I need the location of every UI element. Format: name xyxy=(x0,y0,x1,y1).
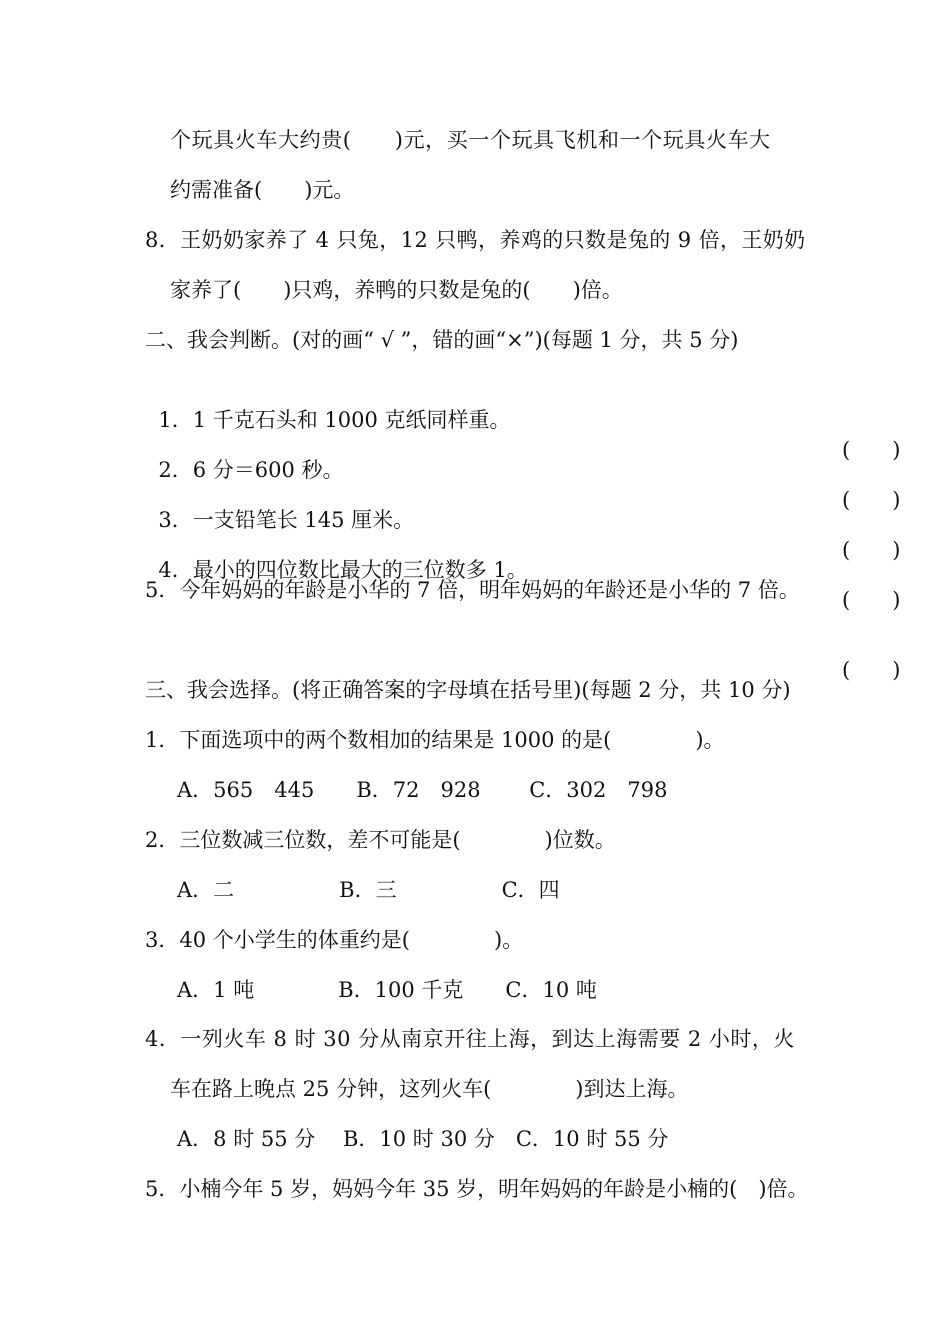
judge-2-text: 2．6 分＝600 秒。 xyxy=(158,458,344,482)
choice-4-line-1: 4．一列火车 8 时 30 分从南京开往上海，到达上海需要 2 小时，火 xyxy=(145,1027,795,1051)
choice-4-line-2: 车在路上晚点 25 分钟，这列火车( )到达上海。 xyxy=(170,1077,689,1101)
judge-2 xyxy=(145,425,950,512)
choice-4-options: A．8 时 55 分 B．10 时 30 分 C．10 时 55 分 xyxy=(177,1127,669,1151)
choice-3: 3．40 个小学生的体重约是( )。 xyxy=(145,928,524,952)
judge-4-text: 4．最小的四位数比最大的三位数多 1。 xyxy=(158,558,528,582)
line-q7-cont-2: 约需准备( )元。 xyxy=(170,178,355,202)
line-q7-cont-1: 个玩具火车大约贵( )元，买一个玩具飞机和一个玩具火车大 xyxy=(170,128,771,152)
section-3-heading: 三、我会选择。(将正确答案的字母填在括号里)(每题 2 分，共 10 分) xyxy=(145,678,791,702)
judge-2-answer-blank[interactable]: ( ) xyxy=(842,488,901,512)
judge-3 xyxy=(145,475,950,562)
judge-3-answer-blank[interactable]: ( ) xyxy=(842,538,901,562)
judge-5-answer-row xyxy=(145,625,950,682)
line-q8-1: 8．王奶奶家养了 4 只兔，12 只鸭，养鸡的只数是兔的 9 倍，王奶奶 xyxy=(145,228,806,252)
choice-2: 2．三位数减三位数，差不可能是( )位数。 xyxy=(145,828,616,852)
judge-4-answer-blank[interactable]: ( ) xyxy=(842,588,901,612)
choice-1-options: A．565 445 B．72 928 C．302 798 xyxy=(177,778,668,802)
choice-1: 1．下面选项中的两个数相加的结果是 1000 的是( )。 xyxy=(145,728,725,752)
choice-3-options: A．1 吨 B．100 千克 C．10 吨 xyxy=(177,978,597,1002)
judge-1 xyxy=(145,375,950,462)
choice-2-options: A．二 B．三 C．四 xyxy=(177,878,560,902)
section-2-heading: 二、我会判断。(对的画“ √ ”，错的画“×”)(每题 1 分，共 5 分) xyxy=(145,328,739,352)
judge-5: 5．今年妈妈的年龄是小华的 7 倍，明年妈妈的年龄还是小华的 7 倍。 xyxy=(145,578,800,602)
judge-5-answer-blank[interactable]: ( ) xyxy=(842,658,901,682)
choice-5: 5．小楠今年 5 岁，妈妈今年 35 岁，明年妈妈的年龄是小楠的( )倍。 xyxy=(145,1177,809,1201)
line-q8-2: 家养了( )只鸡，养鸭的只数是兔的( )倍。 xyxy=(170,278,623,302)
judge-1-answer-blank[interactable]: ( ) xyxy=(842,438,901,462)
judge-1-text: 1．1 千克石头和 1000 克纸同样重。 xyxy=(158,408,511,432)
judge-3-text: 3．一支铅笔长 145 厘米。 xyxy=(158,508,415,532)
